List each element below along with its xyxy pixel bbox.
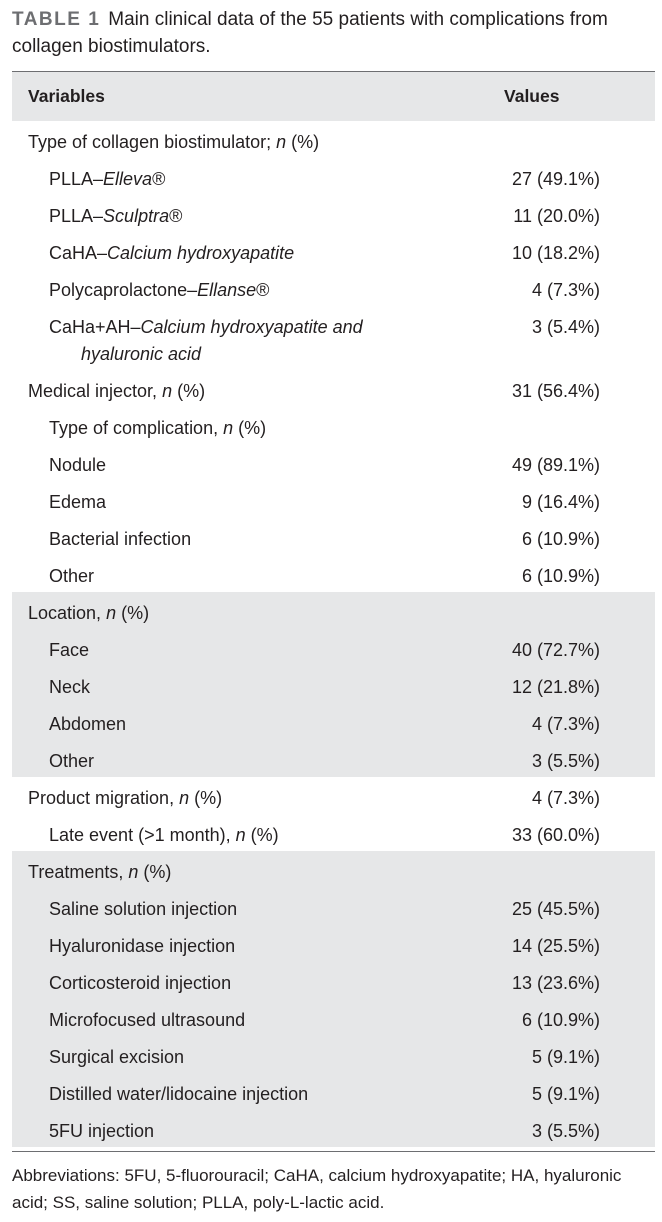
table-row (12, 1036, 655, 1073)
row-label-text: PLLA–Elleva® (49, 169, 166, 189)
table-row (12, 777, 655, 814)
row-label (49, 415, 266, 442)
row-label-text: Polycaprolactone–Ellanse® (49, 280, 270, 300)
table-title: Main clinical data of the 55 patients with complications from collagen biostimulators. (12, 9, 608, 57)
row-label-text: Bacterial infection (49, 529, 192, 549)
row-label-text: Surgical excision (49, 1047, 185, 1067)
row-label (28, 129, 319, 156)
table-row (12, 481, 655, 518)
row-label (28, 859, 171, 886)
table-row (12, 518, 655, 555)
row-label-text: Hyaluronidase injection (49, 936, 236, 956)
row-label-text: PLLA–Sculptra® (49, 206, 183, 226)
row-label-text: CaHa+AH–Calcium hydroxyapatite and (49, 317, 363, 337)
row-value: 6 (10.9%) (521, 566, 600, 586)
row-label-text: Face (49, 640, 90, 660)
row-value: 3 (5.4%) (531, 317, 600, 337)
table-label: TABLE 1 (12, 9, 101, 30)
row-value: 4 (7.3%) (531, 280, 600, 300)
row-label (49, 452, 106, 479)
row-label-text: Type of collagen biostimulator; n (%) (28, 132, 320, 152)
row-value: 27 (49.1%) (511, 169, 600, 189)
row-label (49, 1081, 308, 1108)
row-label (49, 1044, 184, 1071)
row-label (49, 166, 165, 193)
row-label-text: Neck (49, 677, 91, 697)
row-value: 5 (9.1%) (531, 1047, 600, 1067)
row-label (49, 748, 94, 775)
row-value: 12 (21.8%) (511, 677, 600, 697)
row-value: 10 (18.2%) (511, 243, 600, 263)
row-value: 25 (45.5%) (511, 899, 600, 919)
table-row (12, 121, 655, 158)
table-row (12, 555, 655, 592)
row-label-text: Nodule (49, 455, 107, 475)
row-label-text: Edema (49, 492, 107, 512)
row-label-text: Medical injector, n (%) (28, 381, 206, 401)
table-row (12, 1073, 655, 1110)
row-label-text: CaHA–Calcium hydroxyapatite (49, 243, 295, 263)
row-value: 4 (7.3%) (531, 788, 600, 808)
row-label (49, 203, 182, 230)
table-row (12, 306, 655, 370)
row-label-text: Saline solution injection (49, 899, 238, 919)
header-variables: Variables (28, 86, 105, 106)
row-label (49, 1007, 245, 1034)
row-label (49, 711, 126, 738)
row-value: 33 (60.0%) (511, 825, 600, 845)
row-label (49, 526, 191, 553)
clinical-data-table (12, 72, 655, 1147)
row-label (28, 378, 205, 405)
row-value: 40 (72.7%) (511, 640, 600, 660)
header-values: Values (504, 86, 560, 106)
row-label (28, 600, 149, 627)
row-label (49, 896, 237, 923)
row-value: 3 (5.5%) (531, 1121, 600, 1141)
row-label-continuation: hyaluronic acid (81, 344, 202, 364)
bottom-rule (12, 1151, 655, 1152)
table-row (12, 370, 655, 407)
table-row (12, 629, 655, 666)
row-label-text: Corticosteroid injection (49, 973, 232, 993)
table-row (12, 158, 655, 195)
table-row (12, 407, 655, 444)
table-caption (12, 6, 657, 60)
row-label (49, 277, 269, 304)
row-label (49, 240, 294, 267)
row-value: 6 (10.9%) (521, 1010, 600, 1030)
table-header-row (12, 72, 655, 121)
row-value: 14 (25.5%) (511, 936, 600, 956)
table-row (12, 888, 655, 925)
row-label (28, 785, 222, 812)
row-label-text: Late event (>1 month), n (%) (49, 825, 279, 845)
row-label-text: Other (49, 751, 95, 771)
table-row (12, 925, 655, 962)
row-label-text: Location, n (%) (28, 603, 150, 623)
table-row (12, 269, 655, 306)
row-value: 5 (9.1%) (531, 1084, 600, 1104)
table-row (12, 851, 655, 888)
table-row (12, 666, 655, 703)
row-label-text: Treatments, n (%) (28, 862, 172, 882)
table-row (12, 1110, 655, 1147)
table-row (12, 740, 655, 777)
table-row (12, 703, 655, 740)
row-label-text: Product migration, n (%) (28, 788, 223, 808)
table-footnote: Abbreviations: 5FU, 5-fluorouracil; CaHA, calcium hydroxyapatite; HA, hyaluronic acid; SS, saline solution; PLLA, poly-L-lactic acid. (12, 1166, 622, 1212)
row-label (49, 822, 279, 849)
table-row (12, 962, 655, 999)
row-label-text: Abdomen (49, 714, 127, 734)
row-label (49, 970, 231, 997)
row-label (49, 563, 94, 590)
table-row (12, 592, 655, 629)
row-label (49, 489, 106, 516)
row-label (49, 1118, 154, 1145)
row-value: 31 (56.4%) (511, 381, 600, 401)
table-row (12, 999, 655, 1036)
row-label-text: Other (49, 566, 95, 586)
table-body (12, 121, 655, 1147)
row-label-text: Microfocused ultrasound (49, 1010, 246, 1030)
row-label-text: 5FU injection (49, 1121, 155, 1141)
row-value: 49 (89.1%) (511, 455, 600, 475)
table-row (12, 444, 655, 481)
row-label-text: Type of complication, n (%) (49, 418, 267, 438)
row-value: 6 (10.9%) (521, 529, 600, 549)
row-label (49, 933, 235, 960)
row-value: 11 (20.0%) (513, 206, 600, 226)
row-label (49, 637, 89, 664)
row-value: 9 (16.4%) (521, 492, 600, 512)
table-row (12, 232, 655, 269)
table-row (12, 814, 655, 851)
row-label (49, 674, 90, 701)
row-value: 13 (23.6%) (511, 973, 600, 993)
row-value: 4 (7.3%) (531, 714, 600, 734)
row-label-text: Distilled water/lidocaine injection (49, 1084, 309, 1104)
row-label (49, 314, 363, 368)
table-row (12, 195, 655, 232)
row-value: 3 (5.5%) (531, 751, 600, 771)
